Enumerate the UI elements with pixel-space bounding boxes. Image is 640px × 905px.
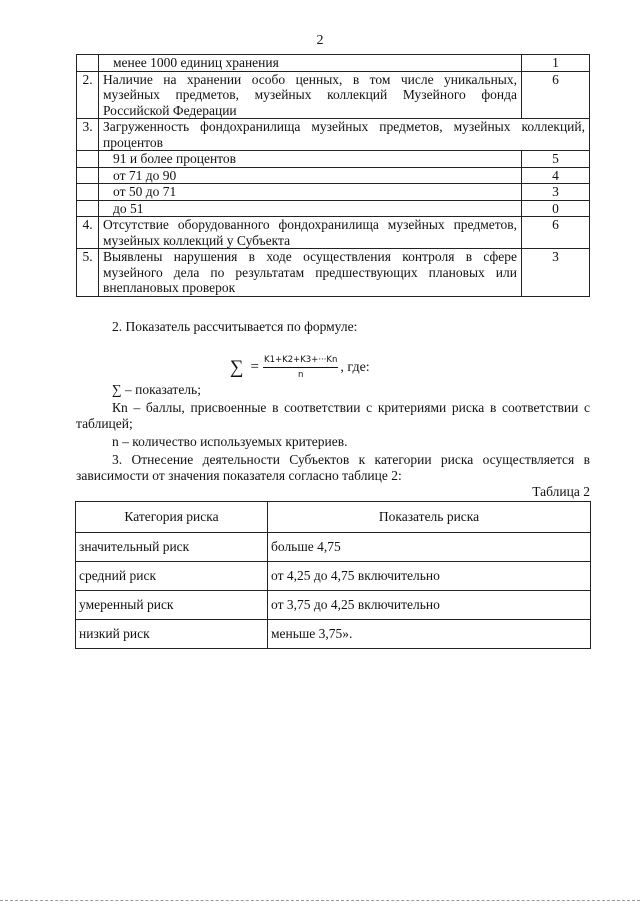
formula-numerator: K1+K2+K3+···Kn	[263, 355, 338, 368]
row-number	[77, 55, 99, 72]
criterion-text: до 51	[99, 200, 522, 217]
category-cell: умеренный риск	[76, 591, 268, 620]
indicator-cell: от 3,75 до 4,25 включительно	[268, 591, 591, 620]
criterion-score: 3	[522, 249, 590, 297]
criterion-score: 4	[522, 167, 590, 184]
table-row	[76, 533, 591, 562]
table-row	[77, 167, 590, 184]
row-number	[77, 151, 99, 168]
category-cell: значительный риск	[76, 533, 268, 562]
definition-kn: Кn – баллы, присвоенные в соответствии с критериями риска в соответствии с таблицей;	[76, 400, 590, 431]
row-number: 4.	[77, 217, 99, 249]
criterion-score: 1	[522, 55, 590, 72]
table-row	[76, 620, 591, 649]
criterion-score: 3	[522, 184, 590, 201]
criterion-score: 6	[522, 71, 590, 119]
criterion-text: 91 и более процентов	[99, 151, 522, 168]
table-row	[76, 591, 591, 620]
category-table	[75, 501, 591, 649]
table-row	[77, 184, 590, 201]
criterion-text: Загруженность фондохранилища музейных предметов, музейных коллекций, процентов	[99, 119, 590, 151]
table-row	[77, 151, 590, 168]
indicator-cell: больше 4,75	[268, 533, 591, 562]
table-row	[77, 249, 590, 297]
row-number	[77, 167, 99, 184]
row-number: 5.	[77, 249, 99, 297]
table-header-row	[76, 502, 591, 533]
formula-tail: , где:	[340, 359, 370, 375]
formula-denominator: n	[298, 370, 304, 380]
row-number: 2.	[77, 71, 99, 119]
definition-n: n – количество используемых критериев.	[112, 434, 348, 449]
indicator-cell: от 4,25 до 4,75 включительно	[268, 562, 591, 591]
row-number	[77, 200, 99, 217]
table-row	[77, 119, 590, 151]
indicator-cell: меньше 3,75».	[268, 620, 591, 649]
table-row	[77, 55, 590, 72]
row-number	[77, 184, 99, 201]
page-bottom-edge	[0, 900, 640, 901]
table-row	[76, 562, 591, 591]
row-number: 3.	[77, 119, 99, 151]
table-row	[77, 217, 590, 249]
criterion-score: 5	[522, 151, 590, 168]
sigma-symbol: ∑	[230, 356, 244, 378]
table-row	[77, 71, 590, 119]
criterion-text: Наличие на хранении особо ценных, в том числе уникальных, музейных предметов, музейных коллекций Музейного фонда Российской Федерации	[99, 71, 522, 119]
criterion-score: 6	[522, 217, 590, 249]
table-2-caption: Таблица 2	[532, 484, 590, 499]
criterion-text: Выявлены нарушения в ходе осуществления контроля в сфере музейного дела по результатам предшествующих плановых или внеплановых проверок	[99, 249, 522, 297]
criteria-table	[76, 54, 590, 297]
criterion-text: от 71 до 90	[99, 167, 522, 184]
formula-intro: 2. Показатель рассчитывается по формуле:	[112, 319, 358, 334]
criterion-score: 0	[522, 200, 590, 217]
criterion-text: Отсутствие оборудованного фондохранилища музейных предметов, музейных коллекций у Субъекта	[99, 217, 522, 249]
category-cell: средний риск	[76, 562, 268, 591]
category-cell: низкий риск	[76, 620, 268, 649]
criterion-text: от 50 до 71	[99, 184, 522, 201]
table-row	[77, 200, 590, 217]
page-number: 2	[316, 33, 324, 48]
criterion-text: менее 1000 единиц хранения	[99, 55, 522, 72]
risk-formula	[230, 355, 370, 380]
column-header-indicator: Показатель риска	[268, 502, 591, 533]
paragraph-3: 3. Отнесение деятельности Субъектов к категории риска осуществляется в зависимости от значения показателя согласно таблице 2:	[76, 452, 590, 483]
formula-fraction	[263, 355, 338, 380]
column-header-category: Категория риска	[76, 502, 268, 533]
equals-sign: =	[250, 359, 260, 375]
definition-sigma: ∑ – показатель;	[112, 382, 201, 397]
